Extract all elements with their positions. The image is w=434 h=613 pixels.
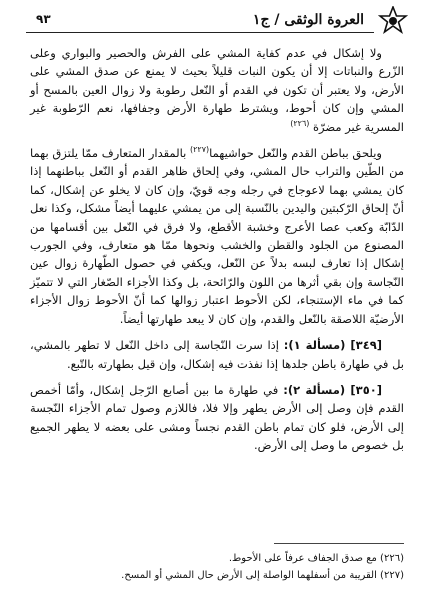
paragraph-text: ولا إشكال في عدم كفاية المشي على الفرش والحصير والبواري وعلى الزّرع والنباتات إلا أن يكون النبات قليلاً بحيث لا يمنع عن صدق المشي على الأرض، ولا يعتبر أن تكون في القدم أو النّعل رطوبة ولا زوال العين بالمسح أو المشي وإن كان أحوط، ويشترط طهارة الأرض وجفافها، نعم الرّطوبة غير المسرية غير مضرّة (30, 46, 404, 134)
issue-350 (30, 381, 404, 455)
star-ornament-icon (378, 6, 408, 36)
footnotes (30, 550, 404, 584)
paragraph-text: ويلحق بباطن القدم والنّعل حواشيهما (209, 146, 382, 161)
footnote-226: (٢٢٦) مع صدق الجفاف عرفاً على الأحوط. (228, 553, 404, 564)
header-divider (26, 32, 374, 33)
paragraph-1 (30, 44, 404, 136)
footnote-ref[interactable]: (٢٢٧) (189, 145, 210, 155)
issue-label: [٣٤٩] (مسألة ١): (283, 338, 382, 353)
issue-text: إذا سرت النّجاسة إلى داخل النّعل لا تطهر بالمشي، بل في طهارة باطن جلدها إذا نفذت فيه إشكال، وإن قيل بطهارته بالتّبع. (30, 338, 404, 371)
footnote-divider (274, 543, 404, 544)
footnote-227: (٢٢٧) القريبة من أسفلهما الواصلة إلى الأرض حال المشي أو المسح. (121, 570, 404, 581)
issue-label: [٣٥٠] (مسألة ٢): (283, 382, 382, 397)
body-text (30, 44, 404, 455)
paragraph-text-cont: بالمقدار المتعارف ممّا يلتزق بهما من الطّين والتراب حال المشي، وفي إلحاق ظاهر القدم أو النّعل بباطنهما إذا كان يمشي بهما لاعوجاج في رجله وجه قويّ، وإن كان لا يخلو عن إشكال، كما أنّ إلحاق الرّكبتين واليدين بالنّسبة إلى من يمشي عليهما أيضاً مشكل، وكذا نعل الدّابّة وكعب عصا الأعرج وخشبة الأقطع، ولا فرق في النّعل بين أقسامها من المصنوع من الجلود والقطن والخشب ونحوها ممّا هو متعارف، وفي الجورب إشكال إذا تعارف لبسه بدلاً عن النّعل، ويكفي في حصول الطّهارة زوال عين النّجاسة وإن بقي أثرها من اللون والرّائحة، بل وكذا الأجزاء الصّغار التي لا تتميّز كما في ماء الإستنجاء، لكن الأحوط اعتبار زوالها كما أنّ الأحوط زوال الأجزاء الأرضيّة اللاصقة بالنّعل والقدم، وإن كان لا يبعد طهارتها أيضاً. (30, 146, 404, 326)
footnote-ref[interactable]: (٢٢٦) (290, 118, 310, 128)
issue-text: في طهارة ما بين أصابع الرّجل إشكال، وأمّا أخمص القدم فإن وصل إلى الأرض يطهر وإلا فلا، فاللازم وصول تمام الأجزاء النّجسة إلى الأرض، فلو كان تمام باطن القدم نجساً ومشى على بعضه لا يطهر الجميع بل خصوص ما وصل إلى الأرض. (30, 382, 404, 453)
page-number: ٩٣ (36, 12, 51, 26)
page-header (26, 8, 408, 36)
issue-349 (30, 336, 404, 373)
paragraph-2 (30, 144, 404, 328)
book-title: العروة الوثقى / ج١ (252, 12, 364, 28)
